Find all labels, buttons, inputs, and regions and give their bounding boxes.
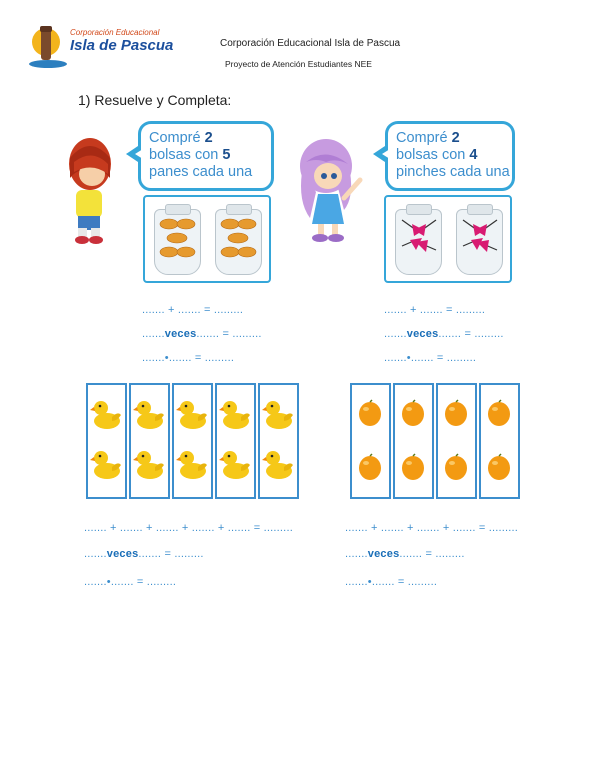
orange-icon	[443, 453, 469, 481]
duck-icon	[90, 397, 122, 431]
orange-icon	[486, 399, 512, 427]
duck-icon	[219, 447, 251, 481]
duck-icon	[262, 447, 294, 481]
orange-icon	[400, 453, 426, 481]
equation-sum-oranges: ....... + ....... + ....... + ....... = .........	[345, 522, 519, 534]
orange-icon	[357, 399, 383, 427]
equation-mult-ducks: .......•....... = .........	[84, 576, 177, 588]
header-line-2: Proyecto de Atención Estudiantes NEE	[225, 59, 372, 69]
bag-of-pins	[456, 209, 503, 275]
duck-icon	[176, 447, 208, 481]
group-card	[172, 383, 213, 499]
section-title: 1) Resuelve y Completa:	[78, 92, 232, 108]
bread-loaves-icon	[155, 210, 200, 274]
orange-icon	[357, 453, 383, 481]
bubble-text: Compré 2 bolsas con 5 panes cada una	[149, 130, 253, 180]
group-card	[393, 383, 434, 499]
logo-subtitle: Corporación Educacional	[70, 28, 160, 37]
girl-character-icon	[296, 132, 366, 247]
equation-mult-oranges: .......•....... = .........	[345, 576, 438, 588]
group-card	[129, 383, 170, 499]
equation-sum-pins: ....... + ....... = .........	[384, 304, 486, 316]
equation-veces-ducks: .......veces....... = .........	[84, 548, 204, 560]
group-card	[86, 383, 127, 499]
moai-logo-icon	[28, 20, 68, 68]
pins-icon	[396, 210, 441, 274]
group-card	[436, 383, 477, 499]
bag-of-bread	[154, 209, 201, 275]
duck-icon	[219, 397, 251, 431]
bag-of-bread	[215, 209, 262, 275]
equation-veces-bread: .......veces....... = .........	[142, 328, 262, 340]
speech-bubble-pins	[385, 121, 515, 191]
pin-bags-box	[384, 195, 512, 283]
duck-icon	[176, 397, 208, 431]
equation-mult-pins: .......•....... = .........	[384, 352, 477, 364]
group-card	[350, 383, 391, 499]
orange-icon	[400, 399, 426, 427]
group-card	[215, 383, 256, 499]
group-card	[258, 383, 299, 499]
equation-sum-ducks: ....... + ....... + ....... + ....... + ....... = .........	[84, 522, 293, 534]
duck-icon	[90, 447, 122, 481]
bread-bags-box	[143, 195, 271, 283]
duck-icon	[133, 447, 165, 481]
pins-icon	[457, 210, 502, 274]
boy-character-icon	[62, 128, 112, 246]
orange-icon	[486, 453, 512, 481]
bubble-text: Compré 2 bolsas con 4 pinches cada una	[396, 130, 510, 180]
duck-icon	[133, 397, 165, 431]
bag-of-pins	[395, 209, 442, 275]
duck-icon	[262, 397, 294, 431]
equation-sum-bread: ....... + ....... = .........	[142, 304, 244, 316]
equation-mult-bread: .......•....... = .........	[142, 352, 235, 364]
group-card	[479, 383, 520, 499]
equation-veces-oranges: .......veces....... = .........	[345, 548, 465, 560]
bread-loaves-icon	[216, 210, 261, 274]
logo	[28, 20, 174, 68]
header-line-1: Corporación Educacional Isla de Pascua	[220, 38, 401, 49]
orange-icon	[443, 399, 469, 427]
logo-title: Isla de Pascua	[70, 37, 174, 54]
equation-veces-pins: .......veces....... = .........	[384, 328, 504, 340]
speech-bubble-bread	[138, 121, 274, 191]
